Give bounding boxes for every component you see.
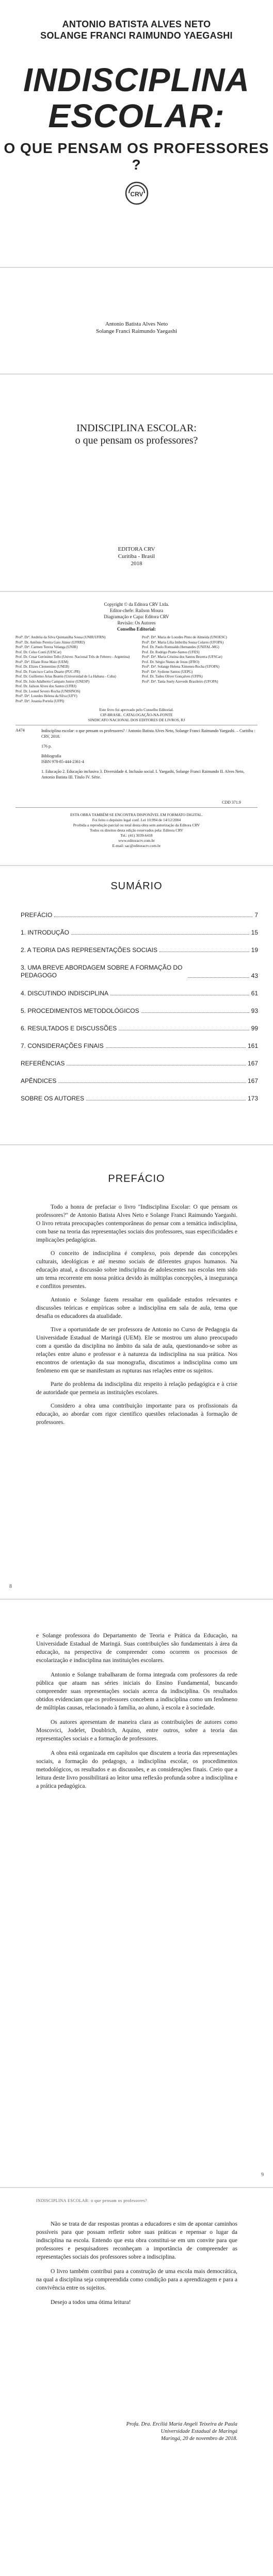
toc-entry-page: 43 <box>251 972 258 979</box>
toc-entry-page: 173 <box>247 1095 258 1102</box>
peer-review-note: Este livro foi aprovado pelo Conselho Editorial. <box>99 707 174 712</box>
toc-entry-page: 15 <box>251 929 258 936</box>
board-member: Prof. Dr. Tadeu Oliver Gonçalves (UFPA) <box>142 674 203 679</box>
rights-block <box>0 812 273 849</box>
board-member: Prof. Dr. Celso Conti (UFSCar) <box>15 650 61 654</box>
toc-entry-label: 5. PROCEDIMENTOS METODOLÓGICOS <box>21 1007 139 1014</box>
preface-signature <box>36 2421 237 2443</box>
board-member: Profª. Drª. Maria Lília Imbiriba Sousa Colares (UFOPA) <box>142 640 224 645</box>
toc-entry-page: 7 <box>254 911 258 919</box>
half-title-author-1: Antonio Batista Alves Neto <box>105 321 168 327</box>
toc-entry-apendices[interactable] <box>21 1077 258 1084</box>
toc-entry-page: 93 <box>251 1007 258 1014</box>
preface-body <box>36 1203 237 1432</box>
rights-line-2: Foi feito o depósito legal conf. Lei 10.994 de 14/12/2004 <box>92 818 181 822</box>
preface-paragraph: Considero a obra uma contribuição importante para os profissionais da educação, ao abordar com rigor científico questões relacionadas à formação de professores. <box>36 1403 237 1426</box>
board-member: Profª. Dr. Antônio Pereira Gaio Júnior (UFRRJ) <box>15 640 85 645</box>
divider <box>15 807 258 808</box>
body-paragraph: Os autores apresentam de maneira clara as contribuições de autores como Moscovici, Jodelet, Doublrich, Aquino, entre outros, sobre a teoria das representações sociais e a formação de professores. <box>36 1719 237 1742</box>
cip-entry: Indisciplina escolar: o que pensam os professores? / Antonio Batista Alves Neto, Solange Franci Raimundo Yaegashi. – Curitiba : CRV, 2018. <box>41 728 255 739</box>
toc-entry-label: 4. DISCUTINDO INDISCIPLINA <box>21 990 109 997</box>
toc-entry-label: REFERÊNCIAS <box>21 1060 65 1067</box>
board-member: Prof. Dr. João Adalberto Campato Junior (UNESP) <box>15 679 90 684</box>
email-link[interactable]: E-mail: sac@editoracrv.com.br <box>112 843 161 848</box>
preface-end-page <box>0 2189 273 2576</box>
toc-entry-formacao[interactable] <box>21 964 258 979</box>
preface-paragraph: Antonio e Solange fazem ressaltar em qualidade estudos relevantes e discussões teóricas e empíricas sobre a indisciplina em sala de aula, tema que desafia os educadores da atualidade. <box>36 1297 237 1319</box>
body-paragraph: Desejo a todos uma ótima leitura! <box>51 2299 131 2306</box>
preface-paragraph: Todo a honra de prefaciar o livro "Indisciplina Escolar: O que pensam os professores?" de Antonio Batista Alves Neto e Solange Franci Raimundo Yaegashi. O livro retrata preocupações contemporâneas do pensar com a temática indisciplina, com base na teoria das representações sociais dos professores, suas especificidades e implicações pedagógicas. <box>36 1204 237 1243</box>
running-header: INDISCIPLINA ESCOLAR: o que pensam os professores? <box>36 2198 148 2203</box>
cip-title: CIP-BRASIL. CATALOGAÇÃO-NA-FONTE <box>100 713 173 717</box>
preface-title: PREFÁCIO <box>108 1173 165 1184</box>
toc-entry-label: 1. INTRODUÇÃO <box>21 929 70 936</box>
continuation-body <box>36 1632 237 1797</box>
toc-list <box>21 911 258 1108</box>
half-title-author-2: Solange Franci Raimundo Yaegashi <box>95 328 178 334</box>
toc-title: SUMÁRIO <box>110 880 163 892</box>
publisher-city: Curitiba - Brasil <box>118 553 155 560</box>
title-page-title: INDISCIPLINA ESCOLAR: <box>76 422 197 434</box>
board-member: Profª. Drª. Josania Portela (UFPI) <box>15 699 65 703</box>
rights-line-3: Proibida a reprodução parcial ou total desta obra sem autorização da Editora CRV <box>73 823 200 827</box>
preface-continuation-page <box>0 1601 273 2188</box>
publisher-year: 2018 <box>131 561 142 567</box>
signature-date: Maringá, 20 de novembro de 2018. <box>160 2436 237 2442</box>
toc-entry-page: 167 <box>247 1060 258 1067</box>
toc-entry-page: 61 <box>251 990 258 997</box>
rights-line-1: ESTA OBRA TAMBÉM SE ENCONTRA DISPONÍVEL EM FORMATO DIGITAL. <box>70 812 203 817</box>
preface-paragraph: Parte do problema da indisciplina diz respeito à relação pedagógica e à crise de autoridade que permeia as instituições escolares. <box>36 1381 237 1396</box>
board-member: Profª. Drª. Maria Cristina dos Santos Bezerra (UFSCar) <box>142 655 222 659</box>
toc-leader <box>188 977 249 978</box>
publisher-name: EDITORA CRV <box>118 546 155 552</box>
preface-page <box>0 1146 273 1600</box>
board-member: Profª. Drª. Tania Suely Azevedo Brasileiro (UFOPA) <box>142 679 218 684</box>
toc-entry-label: 7. CONSIDERAÇÕES FINAIS <box>21 1042 104 1049</box>
toc-entry-label: SOBRE OS AUTORES <box>21 1095 85 1102</box>
board-member: Profª. Drª. Carmen Tereza Velanga (UNIR) <box>15 645 78 649</box>
cover-title <box>0 62 273 134</box>
cip-entry-block <box>41 728 258 780</box>
cover-author-2: SOLANGE FRANCI RAIMUNDO YAEGASHI <box>40 30 233 41</box>
board-member: Prof. Dr. Elizeu Clementino (UNEB) <box>15 665 69 669</box>
toc-entry-referencias[interactable] <box>21 1060 258 1067</box>
board-list-right <box>142 635 261 684</box>
cover-author-1: ANTONIO BATISTA ALVES NETO <box>62 19 211 29</box>
toc-entry-consideracoes[interactable] <box>21 1042 258 1049</box>
title-page-subtitle: o que pensam os professores? <box>75 435 198 446</box>
cdu-code: CDD 371.9 <box>222 800 241 805</box>
credits-page <box>0 593 273 866</box>
cover-authors <box>0 19 273 41</box>
cip-pages: 176 p. <box>41 744 52 749</box>
diagram-line: Diagramação e Capa: Editora CRV <box>104 614 169 619</box>
toc-leader <box>106 1047 246 1048</box>
board-member: Prof. Dr. Francisco Carlos Duarte (PUC-PR) <box>15 669 81 674</box>
toc-entry-teoria[interactable] <box>21 946 258 954</box>
cip-code: A474 <box>15 728 25 733</box>
toc-entry-page: 167 <box>247 1077 258 1084</box>
half-title-page <box>0 269 273 375</box>
body-paragraph: Não se trata de dar respostas prontas a educadores e sim de apontar caminhos possíveis para que possam refletir sobre suas práticas e repensar o lugar da indisciplina na escola. Entendo que esta obra constitui-se em um convite para que professores e pesquisadores reconheçam a importância de compreender as representações sociais dos professores sobre a indisciplina. <box>36 2221 237 2260</box>
cover-subtitle: O QUE PENSAM OS PROFESSORES ? <box>4 140 269 173</box>
toc-entry-label: 3. UMA BREVE ABORDAGEM SOBRE A FORMAÇÃO DO PEDAGOGO <box>21 964 183 979</box>
toc-entry-label: PREFÁCIO <box>21 911 53 919</box>
toc-leader <box>71 934 249 935</box>
board-member: Profª. Drª. Maria de Lourdes Pinto de Almeida (UNOESC) <box>142 635 227 639</box>
page-number: 8 <box>9 1584 12 1589</box>
cover-title-line-2: ESCOLAR: <box>48 97 225 134</box>
toc-entry-label: APÊNDICES <box>21 1077 57 1084</box>
revisao-line: Revisão: Os Autores <box>117 620 156 625</box>
body-paragraph: e Solange professora do Departamento de Teoria e Prática da Educação, na Universidade Estadual de Maringá. Suas contribuições são fundamentais à área da educação, na perspectiva de compreender como ocorrem os processos de escolarização e indisciplina nas instituições escolares. <box>36 1633 237 1664</box>
preface-paragraph: Tive a oportunidade de ser professora de Antonio no Curso de Pedagogia da Universidade Estadual de Maringá (UEM). Ele se mostrou um aluno preocupado com a questão da disciplina no âmbito da sala de aula, questionando-se sobre as relações entre aluno e professor e à natureza da indisciplina na sua prática. Nos encontros de orientação da sua monografia, discutimos a indisciplina como um fenômeno em que se manifestam as rupturas nas relações entre os sujeitos. <box>36 1327 237 1374</box>
board-member: Prof. Dr. Sérgio Nunes de Jesus (IFRO) <box>142 659 200 664</box>
toc-entry-indisciplina[interactable] <box>21 990 258 997</box>
toc-leader <box>58 1082 246 1083</box>
editor-line: Editor-chefe: Railson Moura <box>109 608 164 613</box>
copyright-line: Copyright © da Editora CRV Ltda. <box>104 602 169 607</box>
crv-logo-text: CRV <box>130 191 143 198</box>
board-member: Profª. Drª. Lourdes Helena da Silva (UFV) <box>15 694 77 698</box>
preface-paragraph: O conceito de indisciplina é complexo, pois depende das concepções culturais, ideológicas e até mesmo sociais de diferentes grupos humanos. Na educação atual, a discussão sobre indisciplina de adolescentes nas escolas tem sido um tema recorrente em nossa prática devido às múltiplas concepções, à insegurança e conflitos presentes. <box>36 1250 237 1290</box>
board-member: Prof. Dr. Cesar Gerónimo Tello (Univer. Nacional Três de Febrero - Argentina) <box>15 655 130 659</box>
crv-logo <box>124 180 150 206</box>
cover-page <box>0 0 273 268</box>
board-member: Profª. Drª. Eliane Rose Maio (UEM) <box>15 659 69 664</box>
toc-entry-page: 19 <box>251 946 258 954</box>
title-block <box>0 422 273 447</box>
toc-page <box>0 867 273 1145</box>
half-title-authors <box>0 320 273 335</box>
credits-header <box>0 601 273 632</box>
board-list-left <box>15 635 137 704</box>
toc-entry-autores[interactable] <box>21 1095 258 1102</box>
toc-leader <box>141 1012 249 1013</box>
body-paragraph: A obra está organizada em capítulos que discutem a teoria das representações sociais, a formação do pedagogo, a indisciplina escolar, os procedimentos metodológicos, os resultados e as discussões, e as considerações finais. Creio que a leitura deste livro possibilitará ao leitor uma reflexão profunda sobre a indisciplina e a prática pedagógica. <box>36 1750 237 1789</box>
toc-entry-page: 99 <box>251 1025 258 1032</box>
toc-entry-resultados[interactable] <box>21 1025 258 1032</box>
publisher-block <box>0 546 273 567</box>
board-member: Profª. Drª. Sydione Santos (UEPG) <box>142 669 193 674</box>
toc-entry-page: 161 <box>247 1042 258 1049</box>
cover-title-line-1: INDISCIPLINA <box>23 61 250 98</box>
conselho-title: Conselho Editorial: <box>117 626 156 632</box>
toc-entry-procedimentos[interactable] <box>21 1007 258 1014</box>
phone-line: Tel.: (41) 3039-6418 <box>120 833 153 838</box>
board-member: Prof. Dr. Paulo Romualdo Hernandes (UNIFAL-MG) <box>142 645 219 649</box>
board-member: Profª. Drª. Solange Helena Ximenes-Rocha (UFOPA) <box>142 665 219 669</box>
cip-isbn: ISBN 978-85-444-2361-4 <box>41 759 84 764</box>
signature-name: Profa. Dra. Erciliá Maria Angeli Teixeira de Paula <box>126 2421 237 2427</box>
board-member: Profª. Drª. Andréia da Silva Quintanilha Sousa (UNIR/UFRN) <box>15 635 106 639</box>
cip-subjects: 1. Educação 2. Educação inclusiva 3. Diversidade 4. Inclusão social. I. Yaegashi, Solange Franci Raimundo II. Alves Neto, Antonio Batista III. Título IV. Série. <box>41 769 245 779</box>
board-member: Prof. Dr. Guillermo Arias Beatón (Universidad de La Habana - Cuba) <box>15 674 116 679</box>
cip-subtitle: SINDICATO NACIONAL DOS EDITORES DE LIVROS, RJ <box>88 718 185 722</box>
body-paragraph: O livro também contribui para a construção de uma escola mais democrática, na qual a disciplina seja compreendida como condição para a aprendizagem e para a convivência entre os sujeitos. <box>36 2268 237 2291</box>
cip-header <box>0 707 273 723</box>
body-paragraph: Antonio e Solange trabalharam de forma integrada com professores da rede pública que atuam nas séries iniciais do Ensino Fundamental, buscando compreender suas representações sociais acerca da indisciplina. Os resultados obtidos evidenciam que os professores concebem a indisciplina como um fenômeno de múltiplas causas, relacionado à família, ao aluno, à escola e à sociedade. <box>36 1672 237 1711</box>
title-page <box>0 376 273 592</box>
toc-entry-introducao[interactable] <box>21 929 258 936</box>
board-member: Prof. Dr. Leonel Severo Rocha (UNISINOS) <box>15 689 81 693</box>
page-number: 9 <box>261 2172 264 2178</box>
rights-line-4: Todos os direitos desta edição reservados pela: Editora CRV <box>90 828 183 833</box>
cip-bibliografia: Bibliografia <box>41 754 61 758</box>
site-link[interactable]: www.editoracrv.com.br <box>118 838 155 843</box>
preface-end-body <box>36 2220 237 2313</box>
toc-entry-preface[interactable] <box>21 911 258 919</box>
board-member: Prof. Dr. Rodrigo Pratte-Santos (UFES) <box>142 650 200 654</box>
toc-entry-label: 2. A TEORIA DAS REPRESENTAÇÕES SOCIAIS <box>21 946 157 954</box>
toc-entry-label: 6. RESULTADOS E DISCUSSÕES <box>21 1025 117 1032</box>
board-member: Prof. Dr. Jailson Alves dos Santos (UFRJ) <box>15 684 76 688</box>
signature-institution: Universidade Estadual de Maringá <box>160 2429 237 2434</box>
